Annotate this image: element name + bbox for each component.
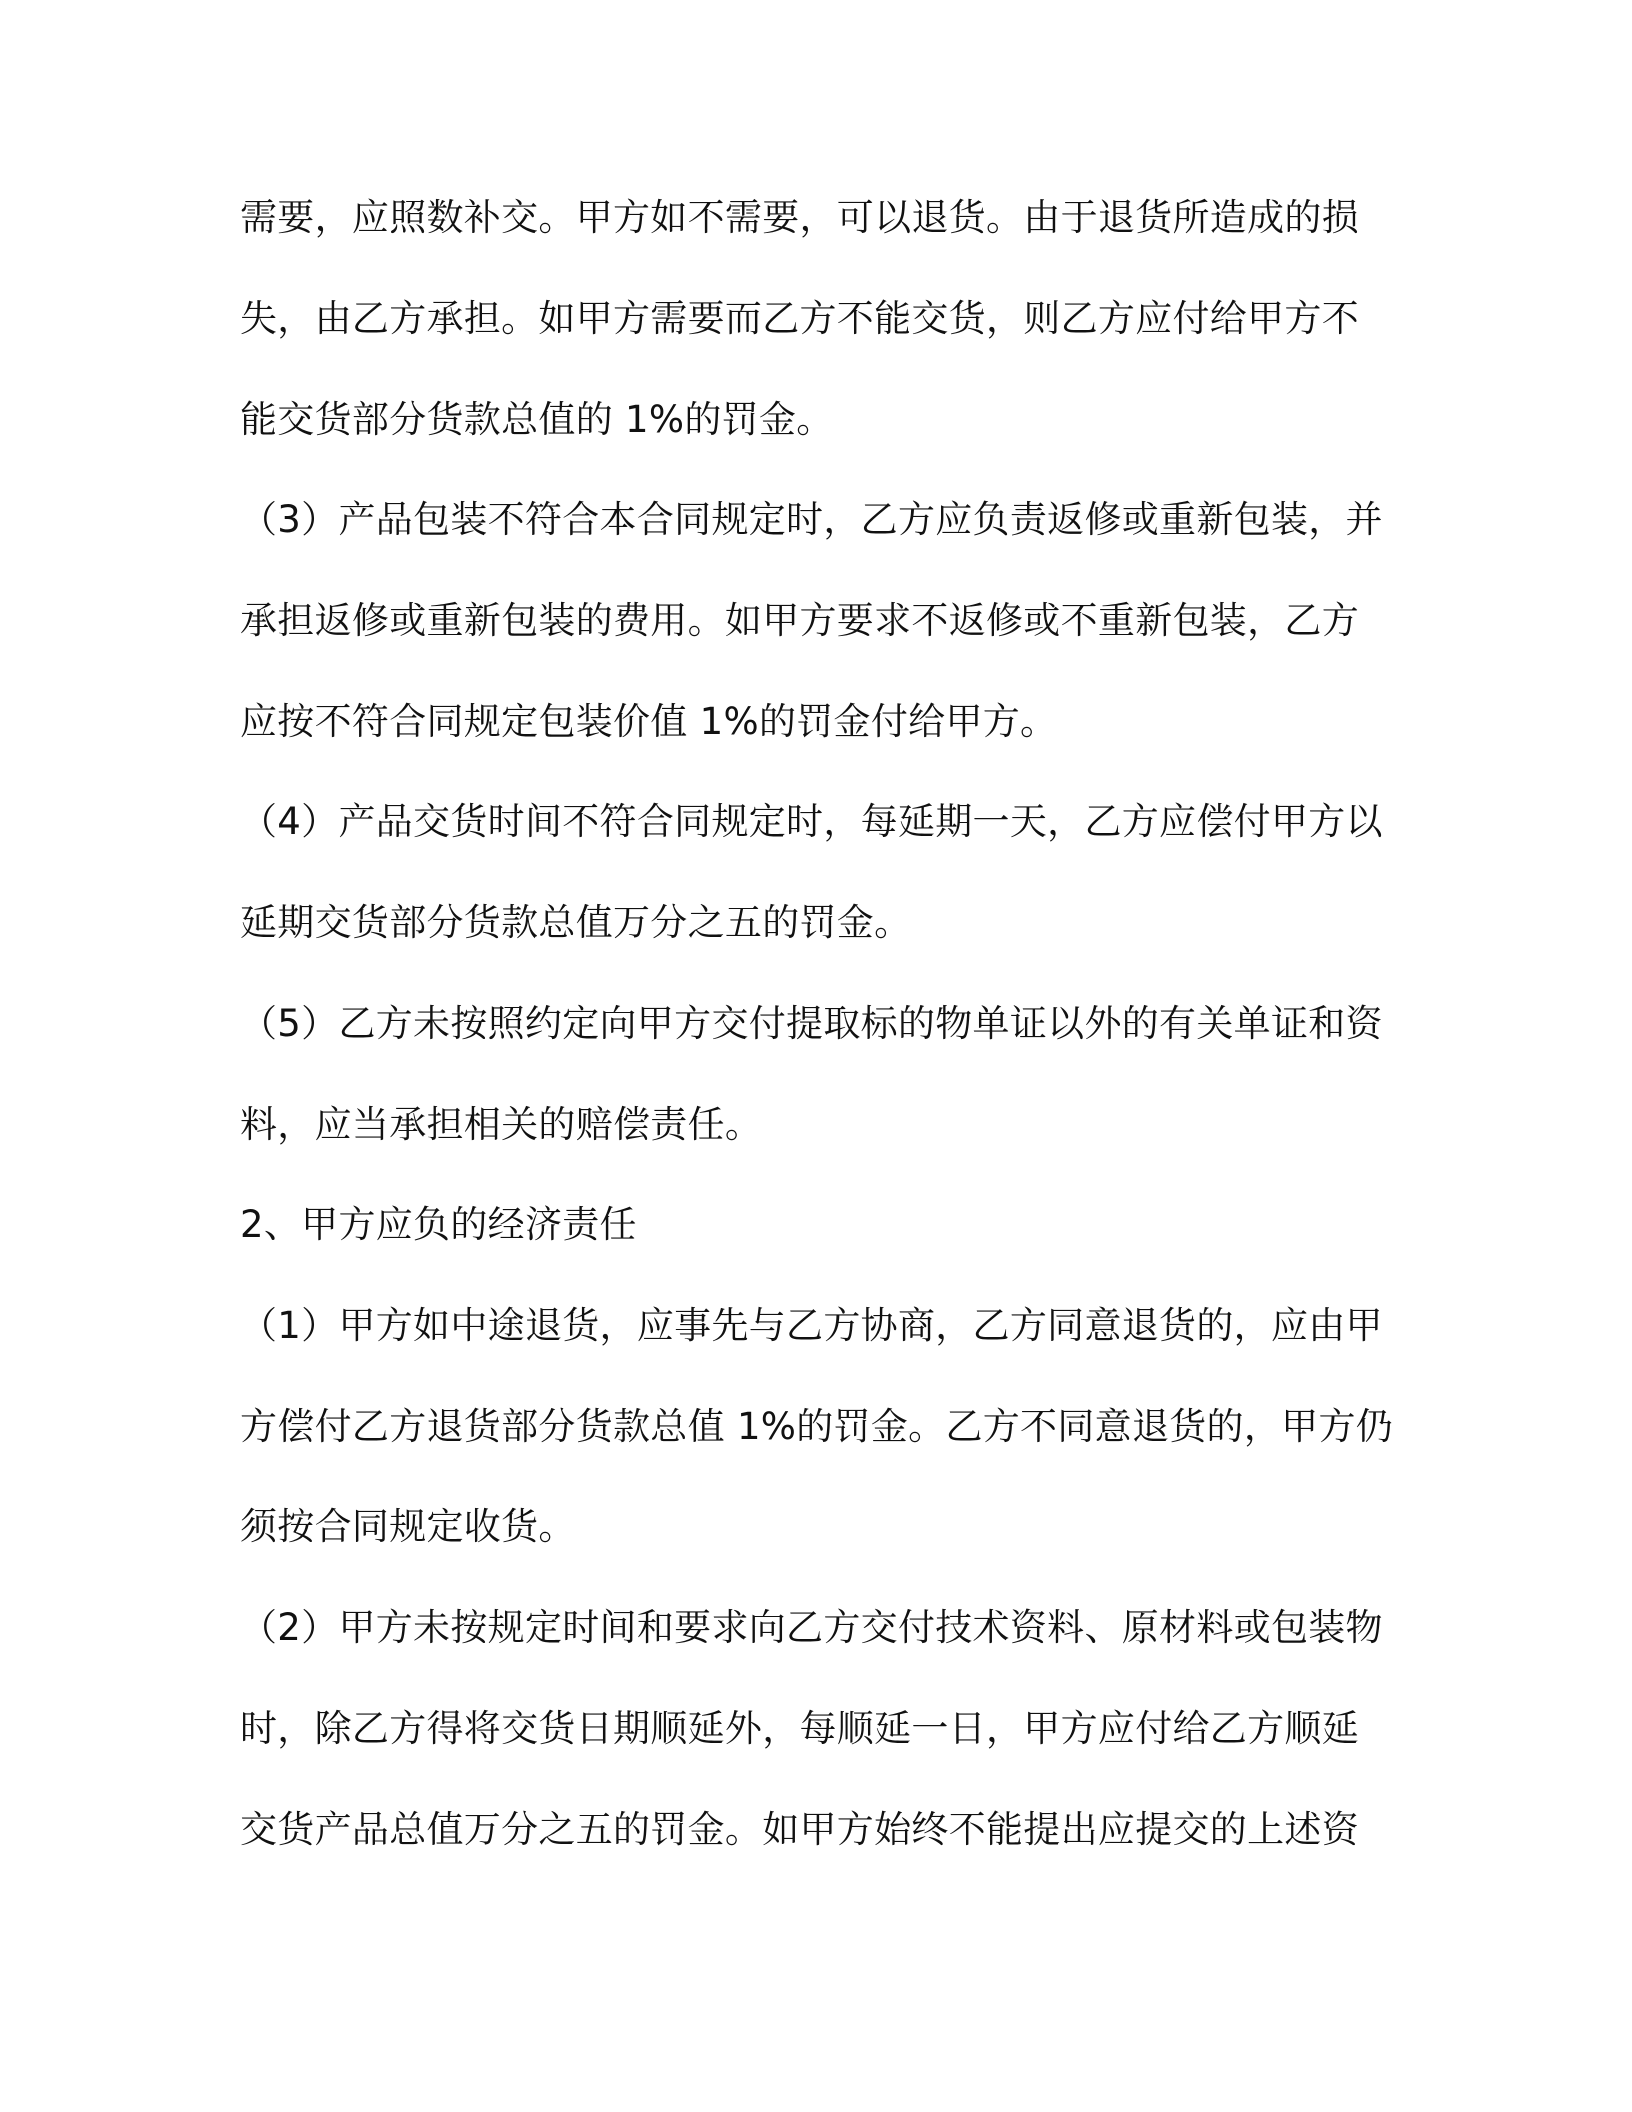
text-line: 应按不符合同规定包装价值 1%的罚金付给甲方。 bbox=[240, 700, 1058, 743]
text-line: 需要，应照数补交。甲方如不需要，可以退货。由于退货所造成的损 bbox=[240, 196, 1359, 239]
text-line: 失，由乙方承担。如甲方需要而乙方不能交货，则乙方应付给甲方不 bbox=[240, 297, 1359, 340]
text-line: 料，应当承担相关的赔偿责任。 bbox=[240, 1103, 763, 1146]
text-line: 方偿付乙方退货部分货款总值 1%的罚金。乙方不同意退货的，甲方仍 bbox=[240, 1405, 1394, 1448]
section-heading: 2、甲方应负的经济责任 bbox=[240, 1203, 637, 1246]
text-line: 时，除乙方得将交货日期顺延外，每顺延一日，甲方应付给乙方顺延 bbox=[240, 1707, 1359, 1750]
text-line: 延期交货部分货款总值万分之五的罚金。 bbox=[240, 901, 912, 944]
text-line: 须按合同规定收货。 bbox=[240, 1505, 576, 1548]
text-line: （2）甲方未按规定时间和要求向乙方交付技术资料、原材料或包装物 bbox=[240, 1606, 1383, 1649]
text-line: （5）乙方未按照约定向甲方交付提取标的物单证以外的有关单证和资 bbox=[240, 1002, 1383, 1045]
text-line: （1）甲方如中途退货，应事先与乙方协商，乙方同意退货的，应由甲 bbox=[240, 1304, 1383, 1347]
text-line: （3）产品包装不符合本合同规定时，乙方应负责返修或重新包装，并 bbox=[240, 498, 1383, 541]
text-line: 承担返修或重新包装的费用。如甲方要求不返修或不重新包装，乙方 bbox=[240, 599, 1359, 642]
text-line: 能交货部分货款总值的 1%的罚金。 bbox=[240, 398, 834, 441]
text-line: （4）产品交货时间不符合同规定时，每延期一天，乙方应偿付甲方以 bbox=[240, 800, 1383, 843]
text-line: 交货产品总值万分之五的罚金。如甲方始终不能提出应提交的上述资 bbox=[240, 1808, 1359, 1851]
